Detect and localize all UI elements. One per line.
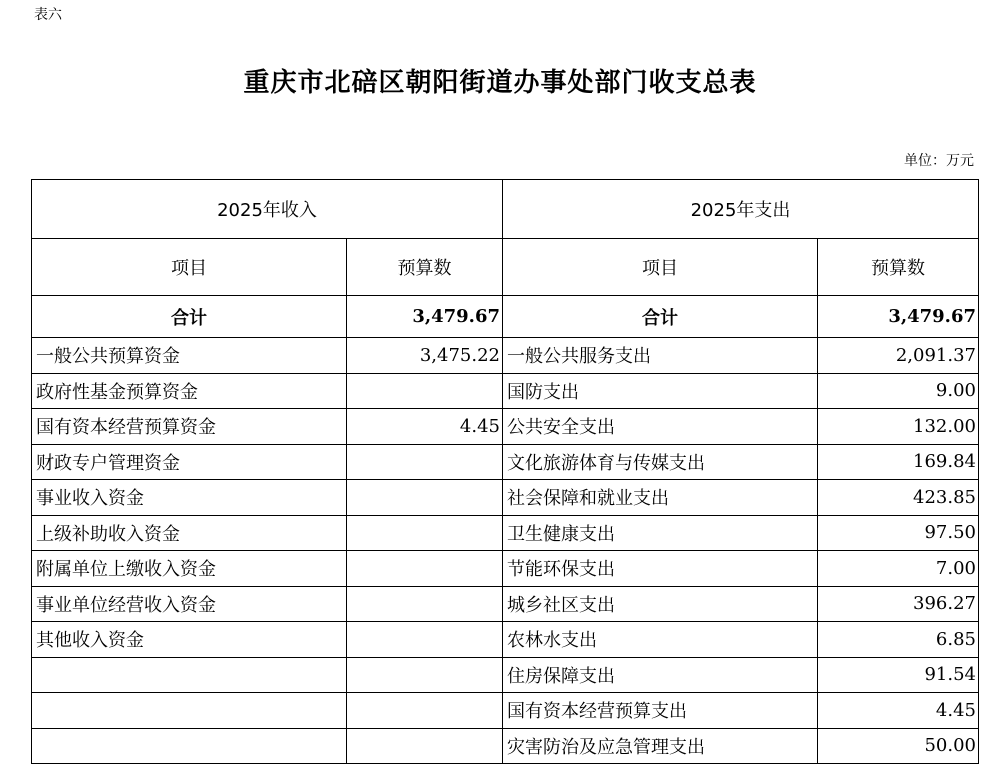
expense-item-cell: 卫生健康支出 <box>503 515 818 551</box>
income-amount-cell <box>347 622 503 658</box>
section-header-row <box>32 180 979 239</box>
income-item-cell: 事业单位经营收入资金 <box>32 586 347 622</box>
table-row <box>32 693 979 729</box>
table-row <box>32 515 979 551</box>
expense-amount-cell: 169.84 <box>818 444 979 480</box>
expense-amount-cell: 9.00 <box>818 373 979 409</box>
expense-item-cell: 国防支出 <box>503 373 818 409</box>
income-amount-cell <box>347 373 503 409</box>
expense-amount-cell: 4.45 <box>818 693 979 729</box>
expense-item-header: 项目 <box>503 239 818 296</box>
income-item-cell <box>32 693 347 729</box>
expense-item-cell: 文化旅游体育与传媒支出 <box>503 444 818 480</box>
income-item-header: 项目 <box>32 239 347 296</box>
total-row <box>32 296 979 338</box>
income-amount-cell <box>347 444 503 480</box>
expense-amount-cell: 97.50 <box>818 515 979 551</box>
income-item-cell <box>32 728 347 764</box>
table-row <box>32 444 979 480</box>
expense-item-cell: 公共安全支出 <box>503 409 818 445</box>
expense-amount-cell: 7.00 <box>818 551 979 587</box>
table-row <box>32 480 979 516</box>
expense-total-amount: 3,479.67 <box>818 296 979 338</box>
income-amount-header: 预算数 <box>347 239 503 296</box>
unit-label: 单位：万元 <box>904 153 974 169</box>
income-amount-cell <box>347 657 503 693</box>
expense-item-cell: 城乡社区支出 <box>503 586 818 622</box>
income-item-cell: 国有资本经营预算资金 <box>32 409 347 445</box>
income-amount-cell <box>347 551 503 587</box>
expense-total-label: 合计 <box>503 296 818 338</box>
table-number-label: 表六 <box>34 7 62 23</box>
page-title: 重庆市北碚区朝阳街道办事处部门收支总表 <box>243 68 757 98</box>
income-item-cell: 其他收入资金 <box>32 622 347 658</box>
table-row <box>32 409 979 445</box>
income-item-cell: 政府性基金预算资金 <box>32 373 347 409</box>
income-amount-cell <box>347 728 503 764</box>
expense-amount-cell: 91.54 <box>818 657 979 693</box>
table-row <box>32 338 979 374</box>
income-amount-cell <box>347 515 503 551</box>
income-item-cell: 一般公共预算资金 <box>32 338 347 374</box>
expense-amount-cell: 6.85 <box>818 622 979 658</box>
expense-item-cell: 住房保障支出 <box>503 657 818 693</box>
expense-amount-cell: 132.00 <box>818 409 979 445</box>
income-item-cell: 财政专户管理资金 <box>32 444 347 480</box>
income-item-cell <box>32 657 347 693</box>
income-section-header: 2025年收入 <box>32 180 503 239</box>
table-row <box>32 551 979 587</box>
income-total-label: 合计 <box>32 296 347 338</box>
expense-item-cell: 节能环保支出 <box>503 551 818 587</box>
expense-amount-cell: 396.27 <box>818 586 979 622</box>
table-row <box>32 622 979 658</box>
expense-item-cell: 农林水支出 <box>503 622 818 658</box>
income-item-cell: 附属单位上缴收入资金 <box>32 551 347 587</box>
expense-item-cell: 社会保障和就业支出 <box>503 480 818 516</box>
income-item-cell: 事业收入资金 <box>32 480 347 516</box>
budget-table <box>31 179 979 764</box>
expense-amount-cell: 423.85 <box>818 480 979 516</box>
income-amount-cell: 3,475.22 <box>347 338 503 374</box>
expense-item-cell: 灾害防治及应急管理支出 <box>503 728 818 764</box>
expense-amount-cell: 50.00 <box>818 728 979 764</box>
income-amount-cell: 4.45 <box>347 409 503 445</box>
table-row <box>32 657 979 693</box>
expense-item-cell: 一般公共服务支出 <box>503 338 818 374</box>
table-row <box>32 373 979 409</box>
expense-amount-header: 预算数 <box>818 239 979 296</box>
expense-amount-cell: 2,091.37 <box>818 338 979 374</box>
income-amount-cell <box>347 480 503 516</box>
table-row <box>32 586 979 622</box>
column-header-row <box>32 239 979 296</box>
expense-section-header: 2025年支出 <box>503 180 979 239</box>
income-item-cell: 上级补助收入资金 <box>32 515 347 551</box>
income-amount-cell <box>347 586 503 622</box>
expense-item-cell: 国有资本经营预算支出 <box>503 693 818 729</box>
income-amount-cell <box>347 693 503 729</box>
income-total-amount: 3,479.67 <box>347 296 503 338</box>
table-row <box>32 728 979 764</box>
